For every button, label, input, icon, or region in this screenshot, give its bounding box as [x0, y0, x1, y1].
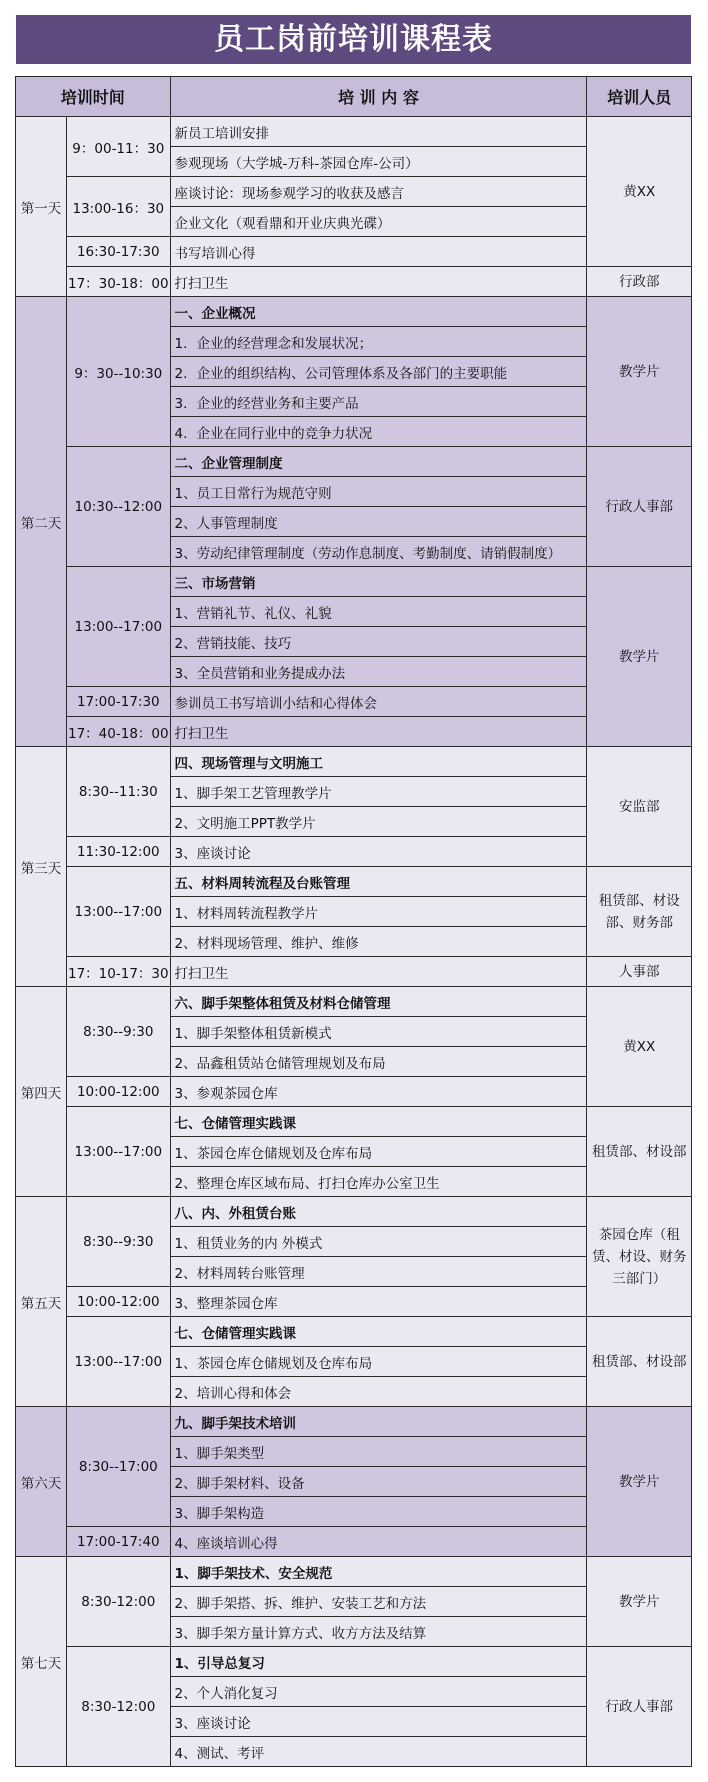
header-content: 培 训 内 容 — [170, 77, 587, 117]
time-cell: 11:30-12:00 — [67, 837, 170, 867]
time-cell: 17:00-17:30 — [67, 687, 170, 717]
time-cell: 10:00-12:00 — [67, 1287, 170, 1317]
table-row — [16, 747, 692, 777]
table-row — [16, 267, 692, 297]
content-cell: 3、劳动纪律管理制度（劳动作息制度、考勤制度、请销假制度） — [170, 537, 587, 567]
staff-cell: 行政人事部 — [587, 447, 692, 567]
content-cell: 3、脚手架构造 — [170, 1497, 587, 1527]
time-cell: 8:30-12:00 — [67, 1647, 170, 1767]
time-cell: 8:30--11:30 — [67, 747, 170, 837]
staff-cell: 行政人事部 — [587, 1647, 692, 1767]
staff-cell: 黄XX — [587, 117, 692, 267]
section-heading: 二、企业管理制度 — [170, 447, 587, 477]
time-cell: 9：00-11：30 — [67, 117, 170, 177]
content-cell: 打扫卫生 — [170, 267, 587, 297]
content-cell: 3、脚手架方量计算方式、收方方法及结算 — [170, 1617, 587, 1647]
time-cell: 13:00--17:00 — [67, 1107, 170, 1197]
time-cell: 13:00--17:00 — [67, 867, 170, 957]
staff-cell: 安监部 — [587, 747, 692, 867]
content-cell: 2、品鑫租赁站仓储管理规划及布局 — [170, 1047, 587, 1077]
staff-cell: 教学片 — [587, 1557, 692, 1647]
day-label: 第五天 — [16, 1197, 67, 1407]
time-cell: 8:30-12:00 — [67, 1557, 170, 1647]
table-row — [16, 1557, 692, 1587]
staff-cell: 教学片 — [587, 567, 692, 747]
content-cell: 2、人事管理制度 — [170, 507, 587, 537]
time-cell: 17：10-17：30 — [67, 957, 170, 987]
table-row — [16, 1407, 692, 1437]
staff-cell: 行政部 — [587, 267, 692, 297]
content-cell: 3、整理茶园仓库 — [170, 1287, 587, 1317]
content-cell: 2、脚手架搭、拆、维护、安装工艺和方法 — [170, 1587, 587, 1617]
time-cell: 16:30-17:30 — [67, 237, 170, 267]
content-cell: 4、测试、考评 — [170, 1737, 587, 1767]
table-row — [16, 447, 692, 477]
content-cell: 1、脚手架工艺管理教学片 — [170, 777, 587, 807]
content-cell: 参训员工书写培训小结和心得体会 — [170, 687, 587, 717]
content-cell: 新员工培训安排 — [170, 117, 587, 147]
table-row — [16, 1317, 692, 1347]
content-cell: 2、个人消化复习 — [170, 1677, 587, 1707]
content-cell: 1、茶园仓库仓储规划及仓库布局 — [170, 1137, 587, 1167]
content-cell: 4．企业在同行业中的竞争力状况 — [170, 417, 587, 447]
content-cell: 3．企业的经营业务和主要产品 — [170, 387, 587, 417]
table-row — [16, 987, 692, 1017]
content-cell: 1、租赁业务的内 外模式 — [170, 1227, 587, 1257]
header-staff: 培训人员 — [587, 77, 692, 117]
day-label: 第一天 — [16, 117, 67, 297]
content-cell: 2．企业的组织结构、公司管理体系及各部门的主要职能 — [170, 357, 587, 387]
day-label: 第六天 — [16, 1407, 67, 1557]
content-cell: 书写培训心得 — [170, 237, 587, 267]
staff-cell: 黄XX — [587, 987, 692, 1107]
staff-cell: 租赁部、材设部、财务部 — [587, 867, 692, 957]
section-heading: 七、仓储管理实践课 — [170, 1107, 587, 1137]
content-cell: 2、文明施工PPT教学片 — [170, 807, 587, 837]
schedule-table — [15, 76, 692, 1767]
staff-cell: 租赁部、材设部 — [587, 1317, 692, 1407]
day-label: 第七天 — [16, 1557, 67, 1767]
content-cell: 2、材料现场管理、维护、维修 — [170, 927, 587, 957]
header-time: 培训时间 — [16, 77, 171, 117]
content-cell: 2、营销技能、技巧 — [170, 627, 587, 657]
content-cell: 1、材料周转流程教学片 — [170, 897, 587, 927]
section-heading: 四、现场管理与文明施工 — [170, 747, 587, 777]
content-cell: 2、培训心得和体会 — [170, 1377, 587, 1407]
time-cell: 13:00--17:00 — [67, 1317, 170, 1407]
content-cell: 参观现场（大学城-万科-茶园仓库-公司） — [170, 147, 587, 177]
table-row — [16, 117, 692, 147]
time-cell: 10:30--12:00 — [67, 447, 170, 567]
table-row — [16, 957, 692, 987]
section-heading: 1、脚手架技术、安全规范 — [170, 1557, 587, 1587]
content-cell: 1、茶园仓库仓储规划及仓库布局 — [170, 1347, 587, 1377]
content-cell: 1、脚手架类型 — [170, 1437, 587, 1467]
content-cell: 打扫卫生 — [170, 957, 587, 987]
time-cell: 10:00-12:00 — [67, 1077, 170, 1107]
day-label: 第三天 — [16, 747, 67, 987]
content-cell: 座谈讨论：现场参观学习的收获及感言 — [170, 177, 587, 207]
content-cell: 3、参观茶园仓库 — [170, 1077, 587, 1107]
content-cell: 1、营销礼节、礼仪、礼貌 — [170, 597, 587, 627]
time-cell: 8:30--17:00 — [67, 1407, 170, 1527]
table-row — [16, 297, 692, 327]
time-cell: 9：30--10:30 — [67, 297, 170, 447]
content-cell: 打扫卫生 — [170, 717, 587, 747]
day-label: 第四天 — [16, 987, 67, 1197]
content-cell: 3、座谈讨论 — [170, 1707, 587, 1737]
day-label: 第二天 — [16, 297, 67, 747]
time-cell: 8:30--9:30 — [67, 987, 170, 1077]
table-row — [16, 1647, 692, 1677]
content-cell: 4、座谈培训心得 — [170, 1527, 587, 1557]
content-cell: 1、员工日常行为规范守则 — [170, 477, 587, 507]
content-cell: 1、脚手架整体租赁新模式 — [170, 1017, 587, 1047]
staff-cell: 教学片 — [587, 1407, 692, 1557]
staff-cell: 教学片 — [587, 297, 692, 447]
section-heading: 三、市场营销 — [170, 567, 587, 597]
section-heading: 八、内、外租赁台账 — [170, 1197, 587, 1227]
header-row — [16, 77, 692, 117]
staff-cell: 人事部 — [587, 957, 692, 987]
staff-cell: 茶园仓库（租赁、材设、财务三部门） — [587, 1197, 692, 1317]
page-title: 员工岗前培训课程表 — [16, 15, 691, 64]
table-row — [16, 1197, 692, 1227]
staff-cell: 租赁部、材设部 — [587, 1107, 692, 1197]
time-cell: 13:00--17:00 — [67, 567, 170, 687]
time-cell: 17:00-17:40 — [67, 1527, 170, 1557]
content-cell: 企业文化（观看鼎和开业庆典光碟） — [170, 207, 587, 237]
time-cell: 17：30-18：00 — [67, 267, 170, 297]
section-heading: 五、材料周转流程及台账管理 — [170, 867, 587, 897]
content-cell: 2、脚手架材料、设备 — [170, 1467, 587, 1497]
section-heading: 七、仓储管理实践课 — [170, 1317, 587, 1347]
time-cell: 17：40-18：00 — [67, 717, 170, 747]
content-cell: 1．企业的经营理念和发展状况； — [170, 327, 587, 357]
content-cell: 2、材料周转台账管理 — [170, 1257, 587, 1287]
content-cell: 3、全员营销和业务提成办法 — [170, 657, 587, 687]
section-heading: 1、引导总复习 — [170, 1647, 587, 1677]
table-row — [16, 867, 692, 897]
section-heading: 九、脚手架技术培训 — [170, 1407, 587, 1437]
section-heading: 一、企业概况 — [170, 297, 587, 327]
content-cell: 2、整理仓库区域布局、打扫仓库办公室卫生 — [170, 1167, 587, 1197]
time-cell: 13:00-16：30 — [67, 177, 170, 237]
section-heading: 六、脚手架整体租赁及材料仓储管理 — [170, 987, 587, 1017]
time-cell: 8:30--9:30 — [67, 1197, 170, 1287]
table-row — [16, 567, 692, 597]
content-cell: 3、座谈讨论 — [170, 837, 587, 867]
table-row — [16, 1107, 692, 1137]
